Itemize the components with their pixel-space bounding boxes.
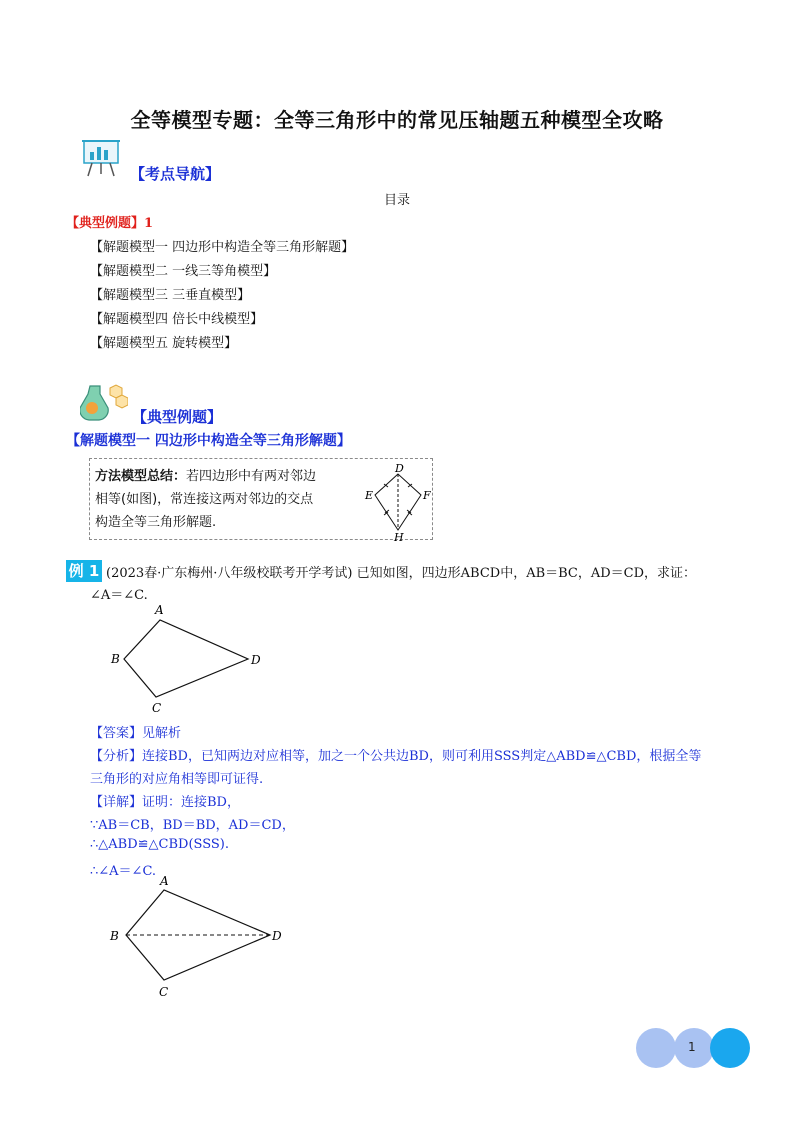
kite-label-right: F — [423, 489, 431, 502]
nav-label: 【考点导航】 — [130, 165, 221, 183]
fig1-label-d: D — [251, 653, 261, 667]
fig1-label-c: C — [152, 701, 162, 715]
method-line2: 相等(如图)，常连接这两对邻边的交点 — [95, 492, 314, 507]
proof-step-3: ∴∠A＝∠C. — [90, 864, 157, 879]
fig2-label-a: A — [160, 874, 169, 888]
method-title: 方法模型总结： — [95, 469, 187, 484]
model1-heading: 【解题模型一 四边形中构造全等三角形解题】 — [66, 433, 351, 449]
flask-icon — [80, 382, 128, 422]
page-number-badge — [636, 1028, 756, 1068]
fig1-label-b: B — [111, 652, 120, 666]
example-statement-2: ∠A＝∠C. — [90, 588, 148, 603]
presentation-board-icon — [80, 138, 124, 178]
example-statement — [106, 562, 786, 581]
example-statement-text: 已知如图，四边形ABCD中，AB＝BC，AD＝CD，求证： — [356, 566, 697, 581]
toc-section[interactable]: 【典型例题】1 — [66, 216, 154, 231]
toc-item-4[interactable]: 【解题模型四 倍长中线模型】 — [90, 312, 264, 327]
toc-heading: 目录 — [383, 193, 410, 208]
detail-heading: 【详解】证明：连接BD， — [90, 795, 240, 810]
toc-item-1[interactable]: 【解题模型一 四边形中构造全等三角形解题】 — [90, 240, 355, 255]
fig2-label-c: C — [159, 985, 169, 999]
quadrilateral-figure — [108, 602, 278, 717]
example-source: (2023春·广东梅州·八年级校联考开学考试) — [106, 566, 353, 581]
answer: 【答案】见解析 — [90, 726, 182, 741]
kite-figure — [360, 462, 436, 542]
fig1-label-a: A — [155, 603, 164, 617]
fig2-label-b: B — [110, 929, 119, 943]
toc-item-3[interactable]: 【解题模型三 三垂直模型】 — [90, 288, 251, 303]
fig2-label-d: D — [272, 929, 282, 943]
example-badge: 例 1 — [66, 560, 102, 582]
method-line3: 构造全等三角形解题. — [95, 515, 217, 530]
analysis-line1: 【分析】连接BD，已知两边对应相等，加之一个公共边BD，则可利用SSS判定△ABD≌△CBD，根据全等 — [90, 749, 702, 764]
kite-label-left: E — [365, 489, 374, 502]
toc-item-2[interactable]: 【解题模型二 一线三等角模型】 — [90, 264, 277, 279]
kite-label-bottom: H — [394, 531, 404, 542]
quadrilateral-figure-with-diagonal — [108, 870, 298, 1005]
proof-step-1: ∵AB＝CB，BD＝BD，AD＝CD， — [90, 818, 295, 833]
toc-item-5[interactable]: 【解题模型五 旋转模型】 — [90, 336, 238, 351]
method-line1: 若四边形中有两对邻边 — [186, 469, 317, 484]
page-number: 1 — [688, 1040, 696, 1054]
kite-label-top: D — [395, 462, 404, 475]
method-summary-text — [95, 465, 357, 534]
proof-step-2: ∴△ABD≌△CBD(SSS). — [90, 837, 229, 852]
examples-section-label: 【典型例题】 — [132, 408, 223, 426]
page-title: 全等模型专题：全等三角形中的常见压轴题五种模型全攻略 — [130, 108, 664, 132]
analysis-line2: 三角形的对应角相等即可证得. — [90, 772, 264, 787]
